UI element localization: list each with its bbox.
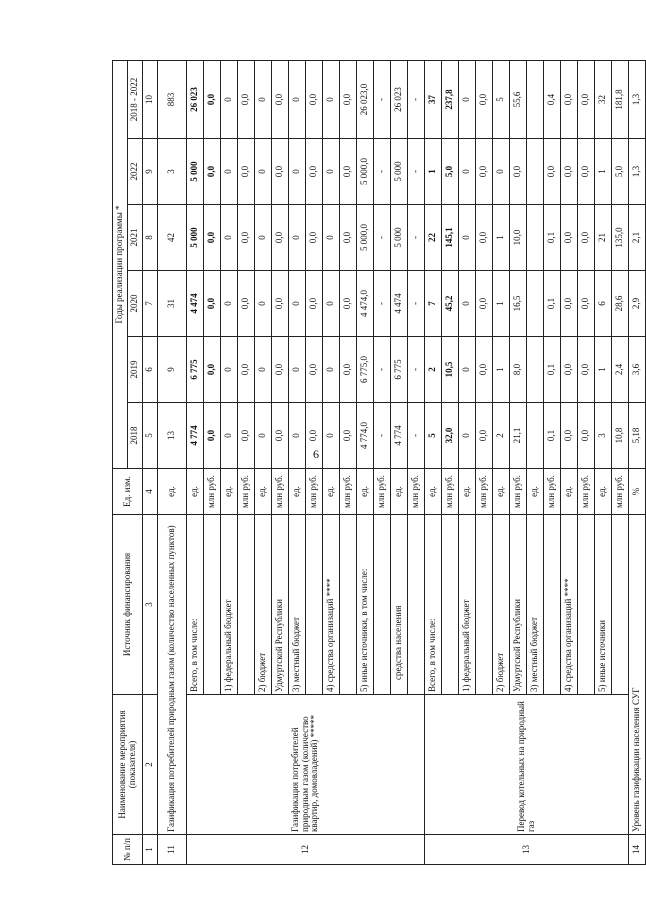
- value-cell: 8,0: [510, 337, 527, 403]
- value-cell: 0,0: [510, 139, 527, 205]
- row-13-num: 13: [425, 835, 629, 865]
- value-cell: 0,0: [340, 271, 357, 337]
- value-cell: 4 774: [391, 403, 408, 469]
- value-cell: 0,0: [204, 60, 221, 138]
- col-number: 9: [143, 139, 158, 205]
- value-cell: 0,0: [561, 403, 578, 469]
- row-11: [158, 60, 187, 864]
- value-cell: 4 774: [187, 403, 204, 469]
- row-14-value: 2,9: [629, 271, 646, 337]
- value-cell: 0,0: [306, 60, 323, 138]
- value-cell: 0: [459, 403, 476, 469]
- col-number: 7: [143, 271, 158, 337]
- row-11-value: 9: [158, 337, 187, 403]
- value-cell: 4 474: [187, 271, 204, 337]
- value-cell: 5,0: [612, 139, 629, 205]
- source-cell: [340, 515, 357, 695]
- source-cell: [408, 515, 425, 695]
- row-11-value: 883: [158, 60, 187, 138]
- source-cell: [442, 515, 459, 695]
- value-cell: 0,0: [238, 337, 255, 403]
- value-cell: 0: [459, 337, 476, 403]
- value-cell: [527, 271, 544, 337]
- header-unit: Ед. изм.: [113, 469, 143, 515]
- value-cell: 0: [289, 205, 306, 271]
- source-cell: 2) бюджет: [493, 515, 510, 695]
- source-cell: [544, 515, 561, 695]
- unit-cell: ед.: [459, 469, 476, 515]
- value-cell: 16,5: [510, 271, 527, 337]
- value-cell: 0,0: [204, 271, 221, 337]
- value-cell: 0: [459, 60, 476, 138]
- value-cell: 0,1: [544, 337, 561, 403]
- value-cell: 181,8: [612, 60, 629, 138]
- row-13-name: Перевод котельных на природный газ: [425, 695, 629, 835]
- value-cell: 0,0: [272, 139, 289, 205]
- page-number: 6: [313, 447, 319, 461]
- value-cell: 0: [255, 139, 272, 205]
- source-cell: Удмуртской Республики: [510, 515, 527, 695]
- value-cell: 2: [425, 337, 442, 403]
- value-cell: 22: [425, 205, 442, 271]
- value-cell: -: [374, 60, 391, 138]
- unit-cell: ед.: [493, 469, 510, 515]
- value-cell: 5 000,0: [357, 139, 374, 205]
- value-cell: 37: [425, 60, 442, 138]
- value-cell: 0: [221, 337, 238, 403]
- row-14-value: 1,3: [629, 139, 646, 205]
- value-cell: 0,0: [238, 271, 255, 337]
- value-cell: 10,5: [442, 337, 459, 403]
- value-cell: 28,6: [612, 271, 629, 337]
- value-cell: 0,0: [340, 403, 357, 469]
- value-cell: 0,0: [578, 271, 595, 337]
- value-cell: 0,1: [544, 271, 561, 337]
- value-cell: 0,0: [476, 337, 493, 403]
- value-cell: 0,0: [238, 139, 255, 205]
- unit-cell: млн руб.: [510, 469, 527, 515]
- value-cell: 5 000: [187, 205, 204, 271]
- value-cell: 6 775: [187, 337, 204, 403]
- unit-cell: ед.: [255, 469, 272, 515]
- value-cell: 5,0: [442, 139, 459, 205]
- row-11-value: 3: [158, 139, 187, 205]
- value-cell: 2: [493, 403, 510, 469]
- value-cell: 0,0: [272, 337, 289, 403]
- value-cell: 0: [323, 139, 340, 205]
- value-cell: 0,0: [476, 403, 493, 469]
- header-years-group: Годы реализации программы *: [113, 60, 128, 468]
- value-cell: 5 000: [187, 139, 204, 205]
- value-cell: 0,0: [272, 205, 289, 271]
- value-cell: 21: [595, 205, 612, 271]
- header-year: 2022: [128, 139, 143, 205]
- value-cell: 0: [221, 403, 238, 469]
- unit-cell: млн руб.: [238, 469, 255, 515]
- value-cell: [527, 139, 544, 205]
- value-cell: -: [374, 271, 391, 337]
- unit-cell: ед.: [595, 469, 612, 515]
- col-number: 2: [143, 695, 158, 835]
- value-cell: 21,1: [510, 403, 527, 469]
- value-cell: 1: [493, 337, 510, 403]
- source-cell: 5) иные источники, в том числе:: [357, 515, 374, 695]
- header-num: № п/п: [113, 835, 143, 865]
- value-cell: 5: [425, 403, 442, 469]
- value-cell: 10,8: [612, 403, 629, 469]
- value-cell: -: [374, 205, 391, 271]
- source-cell: [476, 515, 493, 695]
- value-cell: 0: [289, 403, 306, 469]
- col-number: 6: [143, 337, 158, 403]
- header-year: 2018 - 2022: [128, 60, 143, 138]
- value-cell: [527, 403, 544, 469]
- value-cell: 0: [255, 60, 272, 138]
- value-cell: 5 000,0: [357, 205, 374, 271]
- value-cell: 1: [595, 139, 612, 205]
- source-cell: [204, 515, 221, 695]
- source-cell: Всего, в том числе:: [187, 515, 204, 695]
- unit-cell: млн руб.: [306, 469, 323, 515]
- source-cell: Удмуртской Республики: [272, 515, 289, 695]
- value-cell: 4 474: [391, 271, 408, 337]
- value-cell: 6 775: [391, 337, 408, 403]
- header-year: 2019: [128, 337, 143, 403]
- header-event: Наименование мероприятия (показателя): [113, 695, 143, 835]
- row-13-subrow: [425, 60, 442, 864]
- value-cell: 0,0: [544, 139, 561, 205]
- table-body: [113, 60, 646, 864]
- unit-cell: млн руб.: [374, 469, 391, 515]
- value-cell: 5: [493, 60, 510, 138]
- row-14: [629, 60, 646, 864]
- value-cell: 0: [221, 139, 238, 205]
- col-number: 10: [143, 60, 158, 138]
- unit-cell: ед.: [391, 469, 408, 515]
- value-cell: 0,0: [238, 403, 255, 469]
- row-11-value: 42: [158, 205, 187, 271]
- unit-cell: млн руб.: [612, 469, 629, 515]
- row-12-subrow: [187, 60, 204, 864]
- value-cell: 0,0: [306, 139, 323, 205]
- value-cell: 4 774,0: [357, 403, 374, 469]
- value-cell: 1: [425, 139, 442, 205]
- source-cell: 3) местный бюджет: [527, 515, 544, 695]
- value-cell: 0,0: [476, 205, 493, 271]
- unit-cell: ед.: [187, 469, 204, 515]
- row-11-value: 31: [158, 271, 187, 337]
- col-number: 3: [143, 515, 158, 695]
- value-cell: 0,0: [306, 271, 323, 337]
- value-cell: 0: [323, 271, 340, 337]
- source-cell: 1) федеральный бюджет: [221, 515, 238, 695]
- value-cell: 0,0: [340, 337, 357, 403]
- value-cell: 0,0: [476, 139, 493, 205]
- value-cell: 0,0: [476, 271, 493, 337]
- col-number: 4: [143, 469, 158, 515]
- value-cell: -: [408, 205, 425, 271]
- value-cell: 32,0: [442, 403, 459, 469]
- value-cell: 0,0: [340, 60, 357, 138]
- unit-cell: ед.: [527, 469, 544, 515]
- value-cell: 0,0: [204, 205, 221, 271]
- value-cell: 0: [323, 60, 340, 138]
- unit-cell: млн руб.: [408, 469, 425, 515]
- row-11-text: Газификация потребителей природным газом (количество населенных пунктов): [158, 515, 187, 835]
- row-14-num: 14: [629, 835, 646, 865]
- value-cell: 0,0: [272, 271, 289, 337]
- unit-cell: млн руб.: [340, 469, 357, 515]
- value-cell: 45,2: [442, 271, 459, 337]
- value-cell: 0,0: [578, 403, 595, 469]
- value-cell: [527, 60, 544, 138]
- source-cell: [306, 515, 323, 695]
- row-14-text: Уровень газификации населения СУГ: [629, 515, 646, 835]
- value-cell: 1: [493, 271, 510, 337]
- value-cell: 0: [493, 139, 510, 205]
- value-cell: 0: [255, 205, 272, 271]
- row-14-value: 5,18: [629, 403, 646, 469]
- value-cell: 0: [459, 271, 476, 337]
- unit-cell: ед.: [289, 469, 306, 515]
- value-cell: 26 023: [391, 60, 408, 138]
- value-cell: [527, 337, 544, 403]
- row-12-num: 12: [187, 835, 425, 865]
- value-cell: -: [408, 337, 425, 403]
- col-number: 8: [143, 205, 158, 271]
- value-cell: 0,0: [306, 403, 323, 469]
- value-cell: 0,0: [340, 205, 357, 271]
- row-14-value: 3,6: [629, 337, 646, 403]
- value-cell: 0,0: [476, 60, 493, 138]
- value-cell: 0,0: [238, 60, 255, 138]
- value-cell: 0: [289, 271, 306, 337]
- header-row: [113, 60, 128, 864]
- value-cell: 0,0: [561, 60, 578, 138]
- value-cell: 0,0: [306, 205, 323, 271]
- row-14-unit: %: [629, 469, 646, 515]
- value-cell: 55,6: [510, 60, 527, 138]
- value-cell: -: [408, 271, 425, 337]
- value-cell: 0,0: [272, 60, 289, 138]
- unit-cell: млн руб.: [272, 469, 289, 515]
- header-year: 2018: [128, 403, 143, 469]
- value-cell: 0: [323, 205, 340, 271]
- program-table: [112, 60, 646, 865]
- value-cell: -: [408, 403, 425, 469]
- value-cell: 0,0: [340, 139, 357, 205]
- value-cell: 0: [459, 205, 476, 271]
- source-cell: [238, 515, 255, 695]
- source-cell: 4) средства организаций ****: [323, 515, 340, 695]
- value-cell: 0,0: [578, 205, 595, 271]
- unit-cell: ед.: [425, 469, 442, 515]
- value-cell: 0,1: [544, 205, 561, 271]
- unit-cell: ед.: [561, 469, 578, 515]
- source-cell: 4) средства организаций ****: [561, 515, 578, 695]
- value-cell: 0,0: [578, 139, 595, 205]
- unit-cell: ед.: [357, 469, 374, 515]
- row-14-value: 1,3: [629, 60, 646, 138]
- source-cell: 3) местный бюджет: [289, 515, 306, 695]
- col-number: 1: [143, 835, 158, 865]
- source-cell: Всего, в том числе:: [425, 515, 442, 695]
- value-cell: 0: [255, 271, 272, 337]
- value-cell: 0: [323, 337, 340, 403]
- value-cell: 6 775,0: [357, 337, 374, 403]
- source-cell: 2) бюджет: [255, 515, 272, 695]
- source-cell: [612, 515, 629, 695]
- value-cell: 135,0: [612, 205, 629, 271]
- value-cell: 0: [255, 403, 272, 469]
- source-cell: средства населения: [391, 515, 408, 695]
- value-cell: -: [408, 139, 425, 205]
- source-cell: [374, 515, 391, 695]
- row-14-value: 2,1: [629, 205, 646, 271]
- column-number-row: [143, 60, 158, 864]
- col-number: 5: [143, 403, 158, 469]
- value-cell: 0,1: [544, 403, 561, 469]
- value-cell: 145,1: [442, 205, 459, 271]
- unit-cell: млн руб.: [204, 469, 221, 515]
- source-cell: 1) федеральный бюджет: [459, 515, 476, 695]
- value-cell: -: [408, 60, 425, 138]
- value-cell: 5 000: [391, 139, 408, 205]
- value-cell: 0,4: [544, 60, 561, 138]
- unit-cell: ед.: [221, 469, 238, 515]
- value-cell: 0: [221, 60, 238, 138]
- value-cell: 0,0: [561, 139, 578, 205]
- source-cell: [578, 515, 595, 695]
- row-12-name: Газификация потребителей природным газом (количество квартир, домовладений) *****: [187, 695, 425, 835]
- value-cell: 0,0: [204, 403, 221, 469]
- value-cell: 0: [289, 337, 306, 403]
- value-cell: 6: [595, 271, 612, 337]
- row-11-num: 11: [158, 835, 187, 865]
- value-cell: 0: [255, 337, 272, 403]
- value-cell: -: [374, 337, 391, 403]
- source-cell: 5) иные источники: [595, 515, 612, 695]
- value-cell: 0,0: [561, 271, 578, 337]
- value-cell: [527, 205, 544, 271]
- header-year: 2021: [128, 205, 143, 271]
- value-cell: -: [374, 139, 391, 205]
- unit-cell: млн руб.: [476, 469, 493, 515]
- value-cell: 4 474,0: [357, 271, 374, 337]
- row-11-value: 13: [158, 403, 187, 469]
- value-cell: 0,0: [578, 337, 595, 403]
- rotated-table-container: [112, 75, 642, 865]
- value-cell: 0: [289, 139, 306, 205]
- unit-cell: млн руб.: [544, 469, 561, 515]
- unit-cell: ед.: [323, 469, 340, 515]
- header-source: Источник финансирования: [113, 515, 143, 695]
- value-cell: 0,0: [578, 60, 595, 138]
- value-cell: 0,0: [204, 337, 221, 403]
- value-cell: 32: [595, 60, 612, 138]
- value-cell: 3: [595, 403, 612, 469]
- value-cell: 0,0: [561, 337, 578, 403]
- value-cell: 26 023,0: [357, 60, 374, 138]
- value-cell: 0: [459, 139, 476, 205]
- row-11-unit: ед.: [158, 469, 187, 515]
- value-cell: 0,0: [204, 139, 221, 205]
- value-cell: 26 023: [187, 60, 204, 138]
- value-cell: 0: [221, 205, 238, 271]
- value-cell: 1: [595, 337, 612, 403]
- value-cell: 0: [221, 271, 238, 337]
- value-cell: 0,0: [272, 403, 289, 469]
- value-cell: 10,0: [510, 205, 527, 271]
- value-cell: 7: [425, 271, 442, 337]
- value-cell: 0: [289, 60, 306, 138]
- value-cell: 0: [323, 403, 340, 469]
- unit-cell: млн руб.: [442, 469, 459, 515]
- value-cell: 0,0: [306, 337, 323, 403]
- value-cell: 5 000: [391, 205, 408, 271]
- value-cell: 0,0: [561, 205, 578, 271]
- value-cell: -: [374, 403, 391, 469]
- value-cell: 2,4: [612, 337, 629, 403]
- unit-cell: млн руб.: [578, 469, 595, 515]
- value-cell: 0,0: [238, 205, 255, 271]
- value-cell: 237,8: [442, 60, 459, 138]
- header-year: 2020: [128, 271, 143, 337]
- value-cell: 1: [493, 205, 510, 271]
